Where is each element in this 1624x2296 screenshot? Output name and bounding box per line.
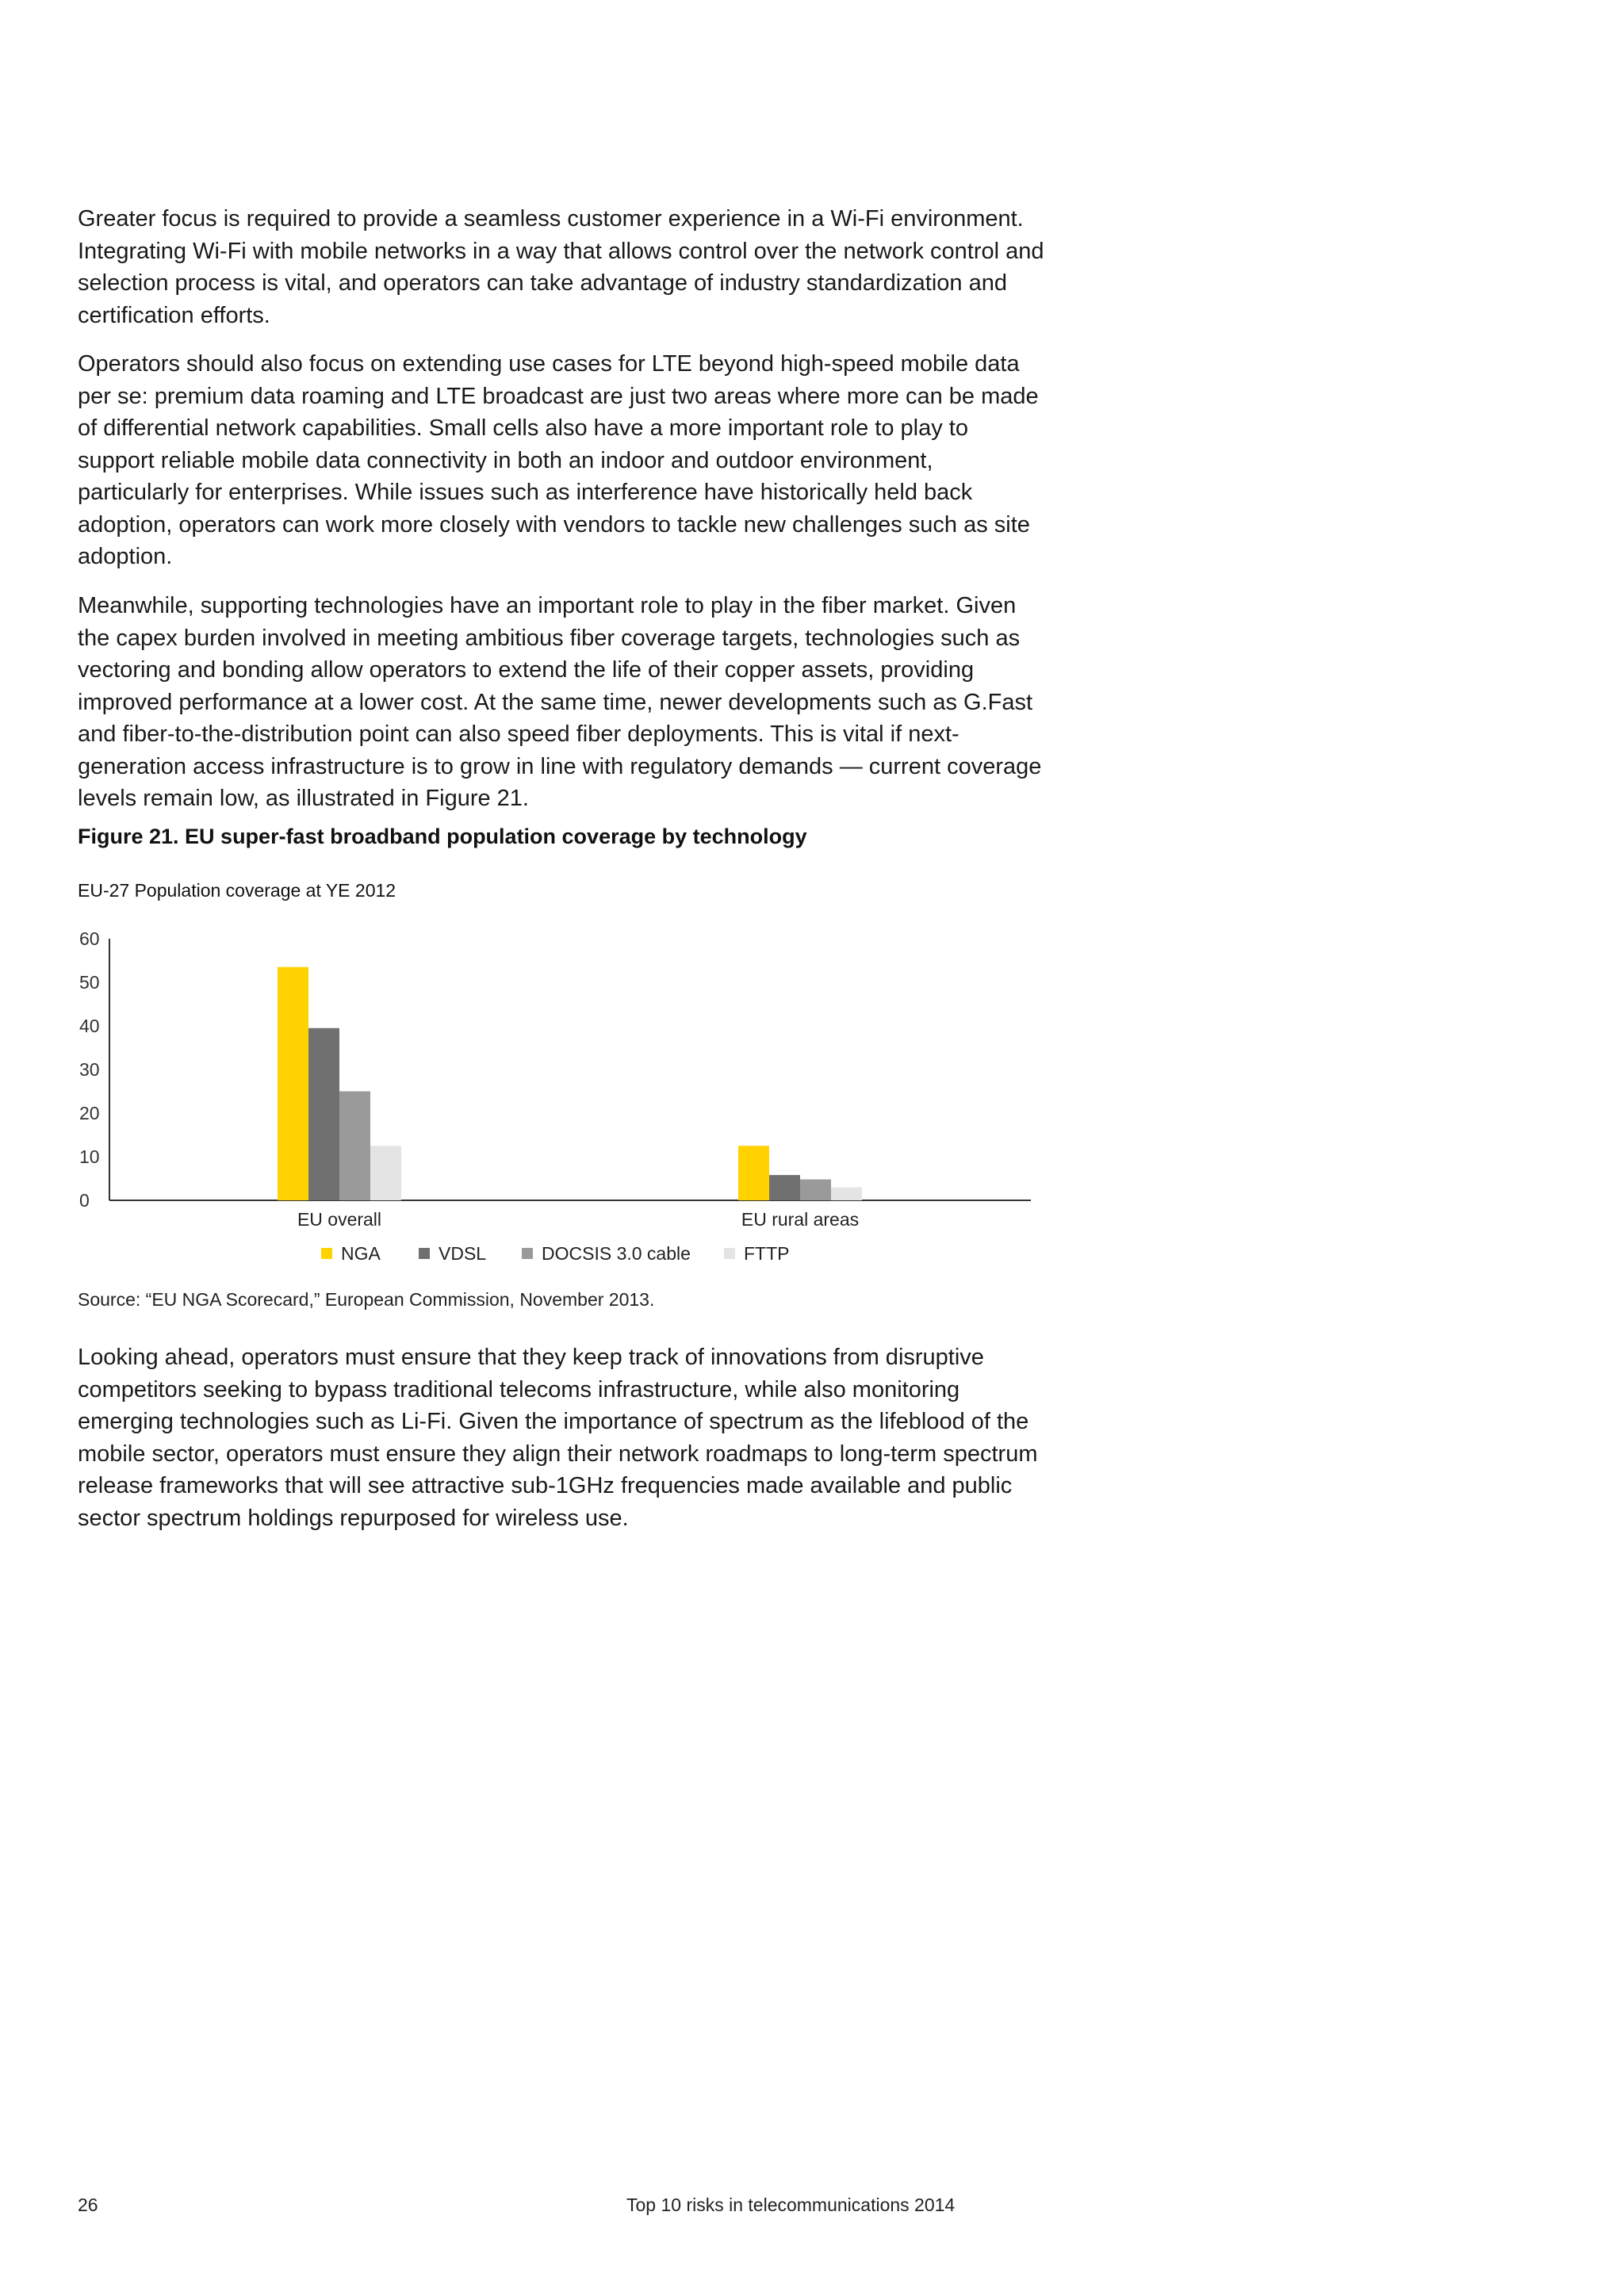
legend-swatch [419, 1248, 430, 1259]
x-tick-label: EU rural areas [741, 1209, 860, 1230]
paragraph-outlook: Looking ahead, operators must ensure that they keep track of innovations from disruptive competitors seeking to bypass traditional telecoms infrastructure, while also monitoring emerging technologies such as Li-Fi. Given the importance of spectrum as the lifeblood of the mobile sector, operators must ensure they align their network roadmaps to long-term spectrum release frameworks that will see attractive sub-1GHz frequencies made available and public sector spectrum holdings repurposed for wireless use. [78, 1345, 1038, 1531]
bar-docsis-3-0-cable-1 [800, 1180, 831, 1200]
paragraph-fiber: Meanwhile, supporting technologies have an important role to play in the fiber market. Given the capex burden involved in meeting ambitious fiber coverage targets, technologies such as vectoring and bonding allow operators to extend the life of their copper assets, providing improved performance at a lower cost. At the same time, newer developments such as G.Fast and fiber-to-the-distribution point can also speed fiber deployments. This is vital if next-generation access infrastructure is to grow in line with regulatory demands — current coverage levels remain low, as illustrated in Figure 21. [78, 593, 1042, 811]
legend-label: FTTP [744, 1243, 790, 1264]
y-tick-label: 40 [79, 1016, 100, 1036]
chart-title: EU-27 Population coverage at YE 2012 [78, 880, 396, 901]
legend-swatch [724, 1248, 735, 1259]
bar-vdsl-1 [769, 1175, 800, 1200]
y-tick-label: 20 [79, 1103, 100, 1123]
bar-nga-0 [278, 967, 308, 1200]
page-number: 26 [78, 2195, 98, 2215]
paragraph-wifi: Greater focus is required to provide a seamless customer experience in a Wi-Fi environment. Integrating Wi-Fi with mobile networks in a way that allows control over the network control and selection process is vital, and operators can take advantage of industry standardization and certification efforts. [78, 206, 1044, 328]
bar-docsis-3-0-cable-0 [339, 1092, 370, 1201]
y-tick-label: 10 [79, 1146, 100, 1167]
y-tick-label: 0 [79, 1190, 90, 1211]
legend-label: VDSL [439, 1243, 487, 1264]
legend-swatch [321, 1248, 332, 1259]
figure-source: Source: “EU NGA Scorecard,” European Commission, November 2013. [78, 1289, 655, 1310]
bar-vdsl-0 [308, 1028, 339, 1200]
footer-doc-title: Top 10 risks in telecommunications 2014 [626, 2195, 956, 2215]
bar-nga-1 [738, 1146, 769, 1200]
y-tick-label: 50 [79, 972, 100, 993]
x-tick-label: EU overall [297, 1209, 382, 1230]
bar-fttp-0 [370, 1146, 401, 1200]
legend-label: NGA [341, 1243, 381, 1264]
paragraph-lte: Operators should also focus on extending use cases for LTE beyond high-speed mobile data per se: premium data roaming and LTE broadcast are just two areas where more can be made of differential network capabilities. Small cells also have a more important role to play to support reliable mobile data connectivity in both an indoor and outdoor environment, particularly for enterprises. While issues such as interference have historically held back adoption, operators can work more closely with vendors to tackle new challenges such as site adoption. [78, 351, 1039, 569]
legend-label: DOCSIS 3.0 cable [542, 1243, 691, 1264]
y-tick-label: 30 [79, 1059, 100, 1080]
figure-title: Figure 21. EU super-fast broadband population coverage by technology [78, 825, 807, 848]
legend-swatch [522, 1248, 533, 1259]
y-tick-label: 60 [79, 928, 100, 949]
bar-fttp-1 [831, 1188, 862, 1201]
